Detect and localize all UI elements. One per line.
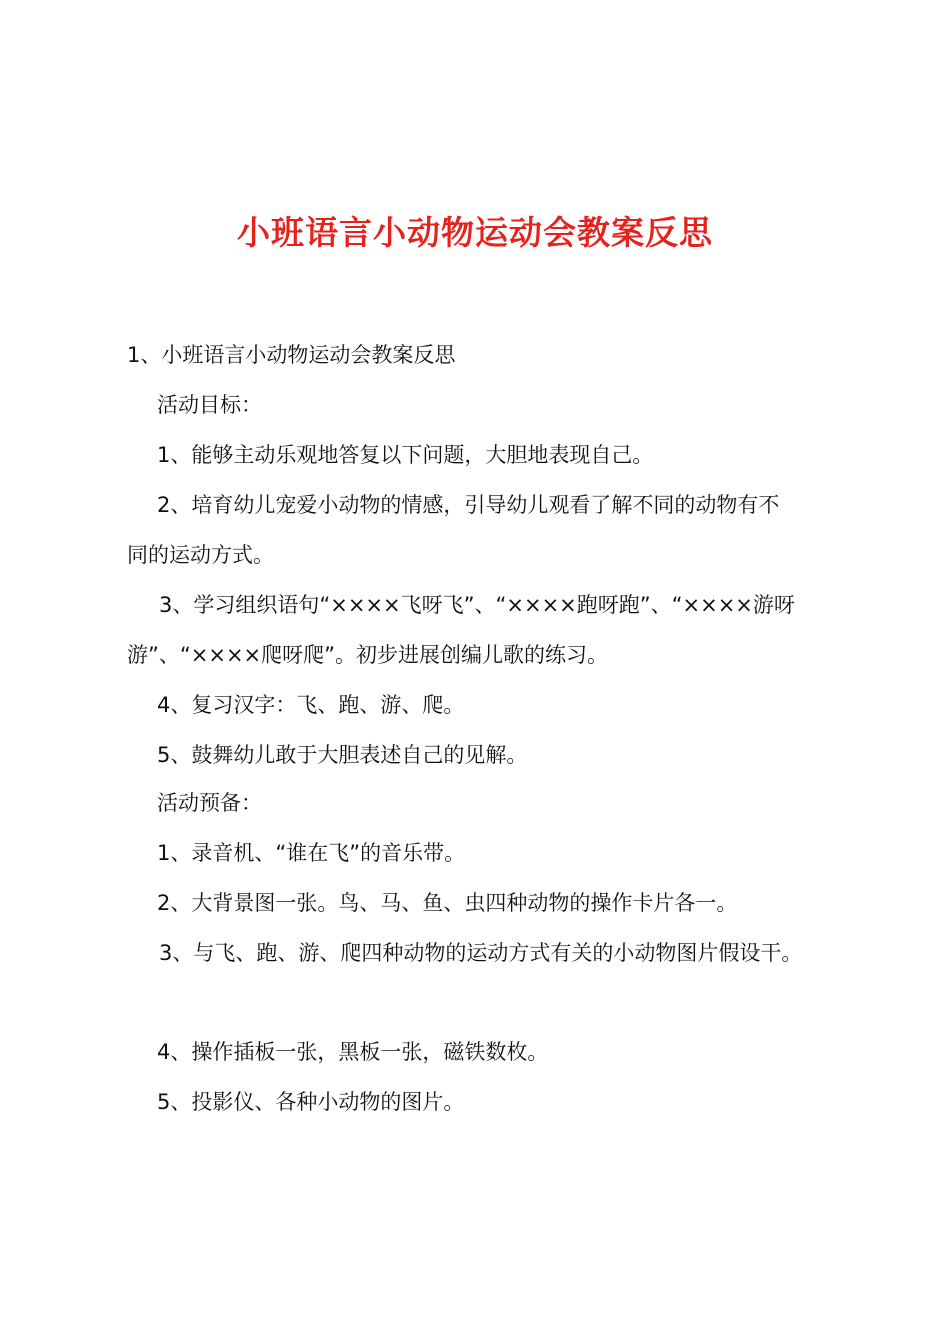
goal-item-1: 1、能够主动乐观地答复以下问题，大胆地表现自己。 — [157, 443, 654, 467]
goal-item-5: 5、鼓舞幼儿敢于大胆表述自己的见解。 — [157, 743, 528, 767]
prep-item-5: 5、投影仪、各种小动物的图片。 — [157, 1090, 465, 1114]
goal-item-2-continued: 同的运动方式。 — [127, 543, 274, 567]
goal-item-3: 3、学习组织语句“××××飞呀飞”、“××××跑呀跑”、“××××游呀 — [159, 593, 795, 617]
prep-item-3: 3、与飞、跑、游、爬四种动物的运动方式有关的小动物图片假设干。 — [159, 941, 803, 965]
document-title: 小班语言小动物运动会教案反思 — [237, 213, 713, 252]
goal-item-2: 2、培育幼儿宠爱小动物的情感，引导幼儿观看了解不同的动物有不 — [157, 493, 780, 517]
goal-item-4: 4、复习汉字：飞、跑、游、爬。 — [157, 693, 465, 717]
prep-item-1: 1、录音机、“谁在飞”的音乐带。 — [157, 841, 466, 865]
goals-label: 活动目标： — [157, 393, 262, 417]
goal-item-3-continued: 游”、“××××爬呀爬”。初步进展创编儿歌的练习。 — [127, 643, 609, 667]
section-heading: 1、小班语言小动物运动会教案反思 — [127, 343, 456, 367]
prep-item-2: 2、大背景图一张。鸟、马、鱼、虫四种动物的操作卡片各一。 — [157, 891, 738, 915]
prep-label: 活动预备： — [157, 791, 262, 815]
prep-item-4: 4、操作插板一张，黑板一张，磁铁数枚。 — [157, 1040, 549, 1064]
